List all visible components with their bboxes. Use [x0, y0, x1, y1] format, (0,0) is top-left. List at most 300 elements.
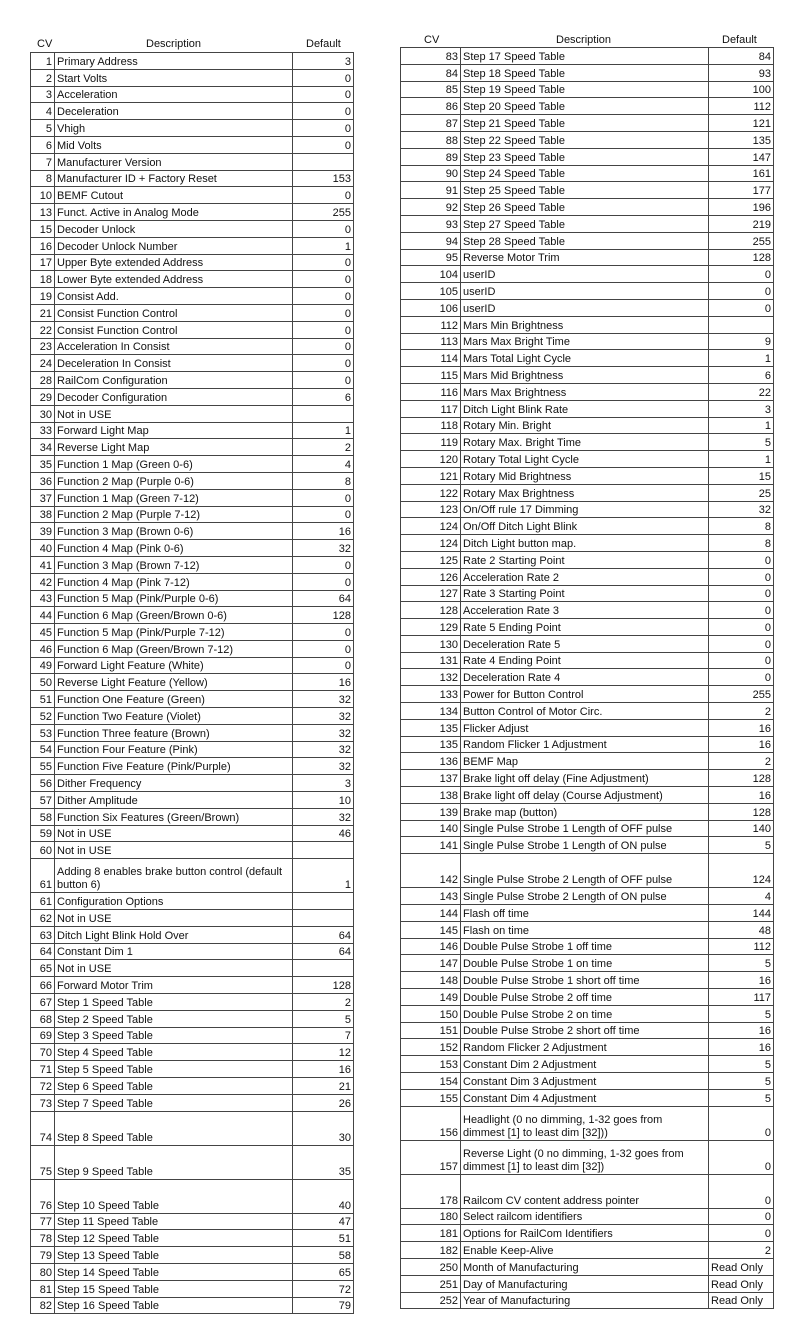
- cv-number: 91: [401, 182, 461, 199]
- cv-default: 0: [293, 136, 354, 153]
- table-row: [31, 1078, 354, 1095]
- cv-description: Day of Manufacturing: [461, 1275, 709, 1292]
- table-row: [401, 232, 774, 249]
- cv-default: 5: [293, 1010, 354, 1027]
- cv-number: 17: [31, 254, 55, 271]
- cv-number: 144: [401, 905, 461, 922]
- cv-description: Options for RailCom Identifiers: [461, 1225, 709, 1242]
- cv-number: 51: [31, 691, 55, 708]
- cv-description: Rate 5 Ending Point: [461, 619, 709, 636]
- table-row: [31, 86, 354, 103]
- cv-default: 3: [293, 53, 354, 70]
- table-row: [401, 417, 774, 434]
- cv-number: 74: [31, 1111, 55, 1145]
- cv-description: Random Flicker 2 Adjustment: [461, 1039, 709, 1056]
- table-row: [401, 602, 774, 619]
- cv-number: 152: [401, 1039, 461, 1056]
- table-row: [401, 955, 774, 972]
- table-row: [31, 724, 354, 741]
- table-row: [401, 1292, 774, 1309]
- cv-number: 154: [401, 1073, 461, 1090]
- table-row: [31, 1179, 354, 1213]
- cv-number: 157: [401, 1140, 461, 1174]
- table-row: [401, 484, 774, 501]
- cv-number: 7: [31, 153, 55, 170]
- table-row: [31, 977, 354, 994]
- cv-description: Constant Dim 1: [55, 943, 293, 960]
- cv-default: 72: [293, 1280, 354, 1297]
- cv-description: Forward Light Feature (White): [55, 657, 293, 674]
- cv-default: 0: [293, 489, 354, 506]
- cv-number: 23: [31, 338, 55, 355]
- cv-description: Decoder Unlock Number: [55, 237, 293, 254]
- table-row: [401, 98, 774, 115]
- table-row: [31, 808, 354, 825]
- cv-number: 67: [31, 994, 55, 1011]
- cv-default: Read Only: [709, 1275, 774, 1292]
- cv-description: Configuration Options: [55, 893, 293, 910]
- table-row: [401, 972, 774, 989]
- table-row: [31, 439, 354, 456]
- cv-number: 41: [31, 556, 55, 573]
- table-row: [31, 1264, 354, 1281]
- cv-default: 128: [709, 249, 774, 266]
- cv-number: 3: [31, 86, 55, 103]
- table-row: [31, 489, 354, 506]
- cv-description: Acceleration Rate 3: [461, 602, 709, 619]
- cv-default: 117: [709, 989, 774, 1006]
- cv-default: 153: [293, 170, 354, 187]
- cv-number: 76: [31, 1179, 55, 1213]
- cv-default: 0: [293, 657, 354, 674]
- table-row: [31, 472, 354, 489]
- table-row: [31, 237, 354, 254]
- cv-default: 0: [293, 220, 354, 237]
- cv-number: 83: [401, 48, 461, 65]
- table-row: [401, 989, 774, 1006]
- cv-number: 60: [31, 842, 55, 859]
- table-row: [31, 136, 354, 153]
- table-row: [401, 400, 774, 417]
- cv-description: Dither Amplitude: [55, 792, 293, 809]
- cv-default: 8: [709, 535, 774, 552]
- cv-description: Ditch Light Blink Hold Over: [55, 926, 293, 943]
- table-row: [401, 669, 774, 686]
- cv-description: Function Two Feature (Violet): [55, 708, 293, 725]
- cv-description: Reverse Light Feature (Yellow): [55, 674, 293, 691]
- cv-number: 105: [401, 283, 461, 300]
- cv-description: Ditch Light button map.: [461, 535, 709, 552]
- cv-default: 16: [709, 1039, 774, 1056]
- cv-description: Year of Manufacturing: [461, 1292, 709, 1309]
- cv-default: 0: [709, 619, 774, 636]
- cv-number: 181: [401, 1225, 461, 1242]
- left-header-cv: CV: [37, 38, 53, 50]
- cv-default: 5: [709, 955, 774, 972]
- cv-description: Rate 3 Starting Point: [461, 585, 709, 602]
- cv-number: 81: [31, 1280, 55, 1297]
- right-header-cv: CV: [424, 34, 440, 46]
- cv-number: 84: [401, 64, 461, 81]
- cv-number: 119: [401, 434, 461, 451]
- cv-description: Step 13 Speed Table: [55, 1247, 293, 1264]
- cv-description: Brake light off delay (Course Adjustment): [461, 787, 709, 804]
- cv-default: 2: [709, 1242, 774, 1259]
- cv-default: 4: [709, 888, 774, 905]
- table-row: [31, 422, 354, 439]
- cv-number: 120: [401, 451, 461, 468]
- table-row: [31, 741, 354, 758]
- cv-default: 2: [293, 994, 354, 1011]
- table-row: [31, 1230, 354, 1247]
- cv-default: 1: [709, 350, 774, 367]
- cv-number: 130: [401, 635, 461, 652]
- table-row: [401, 1106, 774, 1140]
- cv-number: 88: [401, 131, 461, 148]
- cv-default: 46: [293, 825, 354, 842]
- table-row: [31, 590, 354, 607]
- cv-description: Rate 2 Starting Point: [461, 551, 709, 568]
- cv-description: Single Pulse Strobe 2 Length of OFF pulse: [461, 854, 709, 888]
- cv-number: 45: [31, 624, 55, 641]
- cv-number: 95: [401, 249, 461, 266]
- cv-default: 0: [293, 640, 354, 657]
- cv-description: Upper Byte extended Address: [55, 254, 293, 271]
- cv-default: 0: [293, 506, 354, 523]
- cv-description: Not in USE: [55, 960, 293, 977]
- cv-number: 126: [401, 568, 461, 585]
- cv-description: Button Control of Motor Circ.: [461, 703, 709, 720]
- cv-description: Deceleration In Consist: [55, 355, 293, 372]
- cv-description: userID: [461, 283, 709, 300]
- cv-description: Primary Address: [55, 53, 293, 70]
- right-header-default: Default: [722, 34, 757, 46]
- cv-default: 112: [709, 98, 774, 115]
- table-row: [31, 859, 354, 893]
- cv-number: 4: [31, 103, 55, 120]
- cv-default: [293, 153, 354, 170]
- table-row: [401, 467, 774, 484]
- table-row: [31, 1094, 354, 1111]
- cv-number: 85: [401, 81, 461, 98]
- cv-description: Headlight (0 no dimming, 1-32 goes from dimmest [1] to least dim [32])): [461, 1106, 709, 1140]
- cv-description: Mars Total Light Cycle: [461, 350, 709, 367]
- cv-default: 0: [709, 585, 774, 602]
- cv-default: 124: [709, 854, 774, 888]
- cv-number: 87: [401, 115, 461, 132]
- cv-default: 79: [293, 1297, 354, 1314]
- cv-description: Consist Function Control: [55, 304, 293, 321]
- cv-number: 72: [31, 1078, 55, 1095]
- cv-description: Step 3 Speed Table: [55, 1027, 293, 1044]
- cv-default: 0: [709, 652, 774, 669]
- table-row: [401, 451, 774, 468]
- cv-number: 137: [401, 770, 461, 787]
- cv-description: Function 2 Map (Purple 0-6): [55, 472, 293, 489]
- cv-description: Forward Motor Trim: [55, 977, 293, 994]
- cv-description: Deceleration Rate 4: [461, 669, 709, 686]
- table-row: [31, 1280, 354, 1297]
- cv-description: Step 20 Speed Table: [461, 98, 709, 115]
- cv-description: Single Pulse Strobe 1 Length of OFF pulse: [461, 820, 709, 837]
- table-row: [401, 585, 774, 602]
- cv-default: 93: [709, 64, 774, 81]
- cv-default: [293, 842, 354, 859]
- cv-description: Step 1 Speed Table: [55, 994, 293, 1011]
- cv-number: 114: [401, 350, 461, 367]
- cv-number: 77: [31, 1213, 55, 1230]
- cv-description: Manufacturer Version: [55, 153, 293, 170]
- cv-description: Step 8 Speed Table: [55, 1111, 293, 1145]
- cv-number: 135: [401, 719, 461, 736]
- cv-description: Single Pulse Strobe 2 Length of ON pulse: [461, 888, 709, 905]
- table-row: [31, 691, 354, 708]
- table-row: [31, 1061, 354, 1078]
- table-row: [401, 333, 774, 350]
- cv-default: 0: [293, 355, 354, 372]
- cv-description: Month of Manufacturing: [461, 1259, 709, 1276]
- cv-number: 92: [401, 199, 461, 216]
- cv-default: 0: [293, 254, 354, 271]
- cv-default: 0: [293, 372, 354, 389]
- cv-description: Decoder Unlock: [55, 220, 293, 237]
- cv-description: Step 15 Speed Table: [55, 1280, 293, 1297]
- cv-number: 129: [401, 619, 461, 636]
- cv-number: 138: [401, 787, 461, 804]
- cv-default: [293, 405, 354, 422]
- cv-default: 121: [709, 115, 774, 132]
- cv-default: 16: [293, 1061, 354, 1078]
- table-row: [401, 551, 774, 568]
- cv-number: 35: [31, 456, 55, 473]
- cv-description: Power for Button Control: [461, 686, 709, 703]
- cv-description: Flicker Adjust: [461, 719, 709, 736]
- table-row: [31, 1027, 354, 1044]
- cv-default: 5: [709, 1056, 774, 1073]
- cv-default: 9: [709, 333, 774, 350]
- cv-description: Double Pulse Strobe 2 short off time: [461, 1022, 709, 1039]
- cv-number: 69: [31, 1027, 55, 1044]
- cv-number: 28: [31, 372, 55, 389]
- table-row: [401, 64, 774, 81]
- table-row: [401, 719, 774, 736]
- cv-description: Function 1 Map (Green 0-6): [55, 456, 293, 473]
- cv-number: 106: [401, 299, 461, 316]
- table-row: [31, 120, 354, 137]
- cv-default: 3: [709, 400, 774, 417]
- table-row: [401, 820, 774, 837]
- cv-default: 12: [293, 1044, 354, 1061]
- cv-description: Flash on time: [461, 921, 709, 938]
- table-row: [401, 736, 774, 753]
- cv-description: Constant Dim 3 Adjustment: [461, 1073, 709, 1090]
- cv-description: BEMF Cutout: [55, 187, 293, 204]
- cv-description: Mars Mid Brightness: [461, 367, 709, 384]
- cv-number: 89: [401, 148, 461, 165]
- table-row: [31, 69, 354, 86]
- cv-default: 255: [709, 232, 774, 249]
- cv-number: 55: [31, 758, 55, 775]
- cv-default: 0: [293, 304, 354, 321]
- cv-default: 16: [293, 674, 354, 691]
- table-row: [401, 1089, 774, 1106]
- cv-default: 0: [293, 573, 354, 590]
- table-row: [31, 1297, 354, 1314]
- table-row: [31, 1213, 354, 1230]
- cv-number: 104: [401, 266, 461, 283]
- cv-number: 61: [31, 859, 55, 893]
- cv-default: 0: [709, 568, 774, 585]
- cv-description: Double Pulse Strobe 1 off time: [461, 938, 709, 955]
- table-row: [31, 204, 354, 221]
- cv-number: 124: [401, 518, 461, 535]
- cv-description: Ditch Light Blink Rate: [461, 400, 709, 417]
- cv-default: 128: [293, 607, 354, 624]
- cv-default: 32: [293, 708, 354, 725]
- cv-description: Function One Feature (Green): [55, 691, 293, 708]
- cv-default: [293, 893, 354, 910]
- cv-default: 135: [709, 131, 774, 148]
- cv-number: 10: [31, 187, 55, 204]
- cv-number: 58: [31, 808, 55, 825]
- cv-default: 140: [709, 820, 774, 837]
- table-row: [401, 770, 774, 787]
- cv-default: 48: [709, 921, 774, 938]
- cv-default: 30: [293, 1111, 354, 1145]
- table-row: [401, 148, 774, 165]
- cv-description: Rotary Max Brightness: [461, 484, 709, 501]
- cv-description: Step 6 Speed Table: [55, 1078, 293, 1095]
- cv-description: Double Pulse Strobe 1 short off time: [461, 972, 709, 989]
- table-row: [31, 556, 354, 573]
- cv-number: 80: [31, 1264, 55, 1281]
- cv-description: Constant Dim 2 Adjustment: [461, 1056, 709, 1073]
- cv-default: 0: [293, 187, 354, 204]
- cv-number: 30: [31, 405, 55, 422]
- cv-description: Rotary Mid Brightness: [461, 467, 709, 484]
- cv-number: 37: [31, 489, 55, 506]
- cv-default: 8: [293, 472, 354, 489]
- cv-default: 6: [293, 388, 354, 405]
- table-row: [401, 803, 774, 820]
- table-row: [401, 501, 774, 518]
- table-row: [401, 367, 774, 384]
- cv-description: Step 24 Speed Table: [461, 165, 709, 182]
- table-row: [31, 53, 354, 70]
- cv-default: 2: [709, 703, 774, 720]
- table-row: [31, 775, 354, 792]
- cv-default: 147: [709, 148, 774, 165]
- cv-number: 124: [401, 535, 461, 552]
- cv-default: 196: [709, 199, 774, 216]
- cv-number: 118: [401, 417, 461, 434]
- cv-number: 251: [401, 1275, 461, 1292]
- cv-number: 52: [31, 708, 55, 725]
- cv-description: Not in USE: [55, 842, 293, 859]
- cv-number: 142: [401, 854, 461, 888]
- cv-number: 94: [401, 232, 461, 249]
- cv-default: 4: [293, 456, 354, 473]
- cv-description: Rotary Total Light Cycle: [461, 451, 709, 468]
- cv-number: 93: [401, 215, 461, 232]
- cv-number: 22: [31, 321, 55, 338]
- cv-number: 54: [31, 741, 55, 758]
- table-row: [401, 938, 774, 955]
- cv-default: 64: [293, 943, 354, 960]
- cv-default: 0: [709, 283, 774, 300]
- cv-default: 25: [709, 484, 774, 501]
- table-row: [401, 115, 774, 132]
- cv-description: Acceleration In Consist: [55, 338, 293, 355]
- table-row: [31, 304, 354, 321]
- cv-number: 116: [401, 383, 461, 400]
- cv-description: Funct. Active in Analog Mode: [55, 204, 293, 221]
- table-row: [401, 131, 774, 148]
- cv-default: 0: [709, 669, 774, 686]
- table-row: [31, 1111, 354, 1145]
- cv-number: 46: [31, 640, 55, 657]
- cv-description: Double Pulse Strobe 2 off time: [461, 989, 709, 1006]
- cv-default: 16: [709, 1022, 774, 1039]
- cv-number: 65: [31, 960, 55, 977]
- cv-default: 0: [293, 120, 354, 137]
- cv-description: Adding 8 enables brake button control (default button 6): [55, 859, 293, 893]
- cv-description: Acceleration Rate 2: [461, 568, 709, 585]
- cv-description: Mars Max Brightness: [461, 383, 709, 400]
- cv-default: 5: [709, 1005, 774, 1022]
- cv-default: 32: [293, 741, 354, 758]
- cv-default: Read Only: [709, 1259, 774, 1276]
- cv-description: Lower Byte extended Address: [55, 271, 293, 288]
- cv-number: 146: [401, 938, 461, 955]
- cv-default: 16: [709, 719, 774, 736]
- cv-default: 0: [709, 1208, 774, 1225]
- cv-default: 32: [293, 724, 354, 741]
- cv-description: Not in USE: [55, 405, 293, 422]
- cv-number: 38: [31, 506, 55, 523]
- cv-default: 10: [293, 792, 354, 809]
- cv-default: 5: [709, 837, 774, 854]
- cv-default: [293, 910, 354, 927]
- table-row: [31, 372, 354, 389]
- cv-number: 136: [401, 753, 461, 770]
- table-row: [401, 350, 774, 367]
- cv-default: 1: [709, 417, 774, 434]
- cv-default: 65: [293, 1264, 354, 1281]
- cv-default: 128: [709, 803, 774, 820]
- cv-description: RailCom Configuration: [55, 372, 293, 389]
- table-row: [31, 153, 354, 170]
- table-row: [401, 434, 774, 451]
- cv-description: userID: [461, 299, 709, 316]
- cv-default: 7: [293, 1027, 354, 1044]
- cv-number: 62: [31, 910, 55, 927]
- table-row: [31, 842, 354, 859]
- cv-default: 5: [709, 434, 774, 451]
- table-row: [31, 960, 354, 977]
- cv-description: Step 25 Speed Table: [461, 182, 709, 199]
- cv-description: Step 27 Speed Table: [461, 215, 709, 232]
- cv-number: 79: [31, 1247, 55, 1264]
- table-row: [31, 540, 354, 557]
- table-row: [31, 288, 354, 305]
- cv-default: 0: [293, 321, 354, 338]
- cv-number: 113: [401, 333, 461, 350]
- cv-default: 161: [709, 165, 774, 182]
- table-row: [401, 165, 774, 182]
- cv-number: 33: [31, 422, 55, 439]
- table-row: [31, 910, 354, 927]
